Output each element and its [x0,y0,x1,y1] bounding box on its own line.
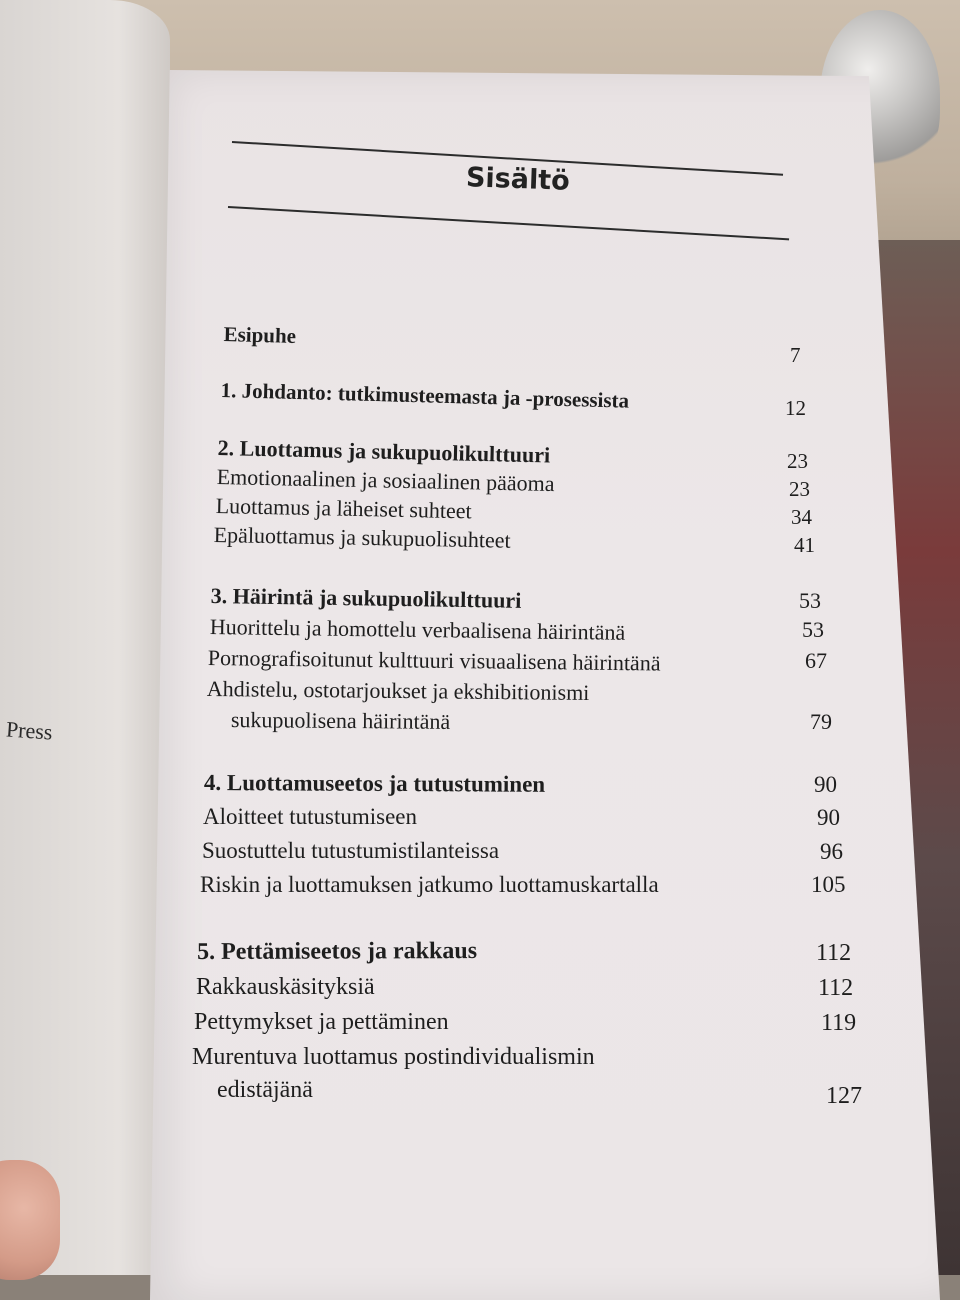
toc-entry-label: Esipuhe [223,322,297,349]
toc-entry-label: Luottamus ja läheiset suhteet [215,493,472,524]
toc-entry-label: 3. Häirintä ja sukupuolikulttuuri [210,583,522,613]
toc-entry-label: Ahdistelu, ostotarjoukset ja ekshibitionismi [206,676,590,706]
toc-page-number: 105 [811,872,846,897]
toc-page-number: 53 [799,588,821,613]
toc-entry-label: Emotionaalinen ja sosiaalinen pääoma [216,464,555,497]
toc-entry-label: Murentuva luottamus postindividualismin [192,1044,595,1070]
toc-entry-label: 2. Luottamus ja sukupuolikulttuuri [217,435,551,468]
toc-page-number: 90 [814,772,837,797]
toc-entry-label: Suostuttelu tutustumistilanteissa [202,838,500,863]
toc-entry-label: Rakkauskäsityksiä [196,974,375,1000]
toc-page-number: 112 [816,940,852,966]
toc-entry-label: Pornografisoitunut kulttuuri visuaalisena häirintänä [207,645,661,676]
toc-page-number: 79 [810,709,832,734]
toc-page-number: 23 [787,449,808,473]
toc-page-number: 96 [820,839,843,864]
toc-entry-label: Aloitteet tutustumiseen [203,804,417,829]
toc-page-number: 7 [790,343,801,367]
toc-page-number: 127 [826,1083,862,1109]
toc-entry-label: 5. Pettämiseetos ja rakkaus [197,938,478,965]
toc-page-number: 53 [802,617,824,642]
toc-entry-label: 1. Johdanto: tutkimusteemasta ja -prosessista [220,378,630,413]
toc-entry-label: Epäluottamus ja sukupuolisuhteet [213,522,511,553]
toc-page-number: 23 [789,477,810,501]
toc-entry-label: Huorittelu ja homottelu verbaalisena häirintänä [209,614,626,645]
toc-page-number: 41 [794,533,815,557]
toc-page-number: 67 [805,648,827,673]
toc-page-number: 34 [791,505,812,529]
toc-entry-label: 4. Luottamuseetos ja tutustuminen [203,770,546,797]
toc-page-number: 112 [818,975,854,1001]
toc-page-number: 119 [821,1010,857,1036]
toc-entry-label: Pettymykset ja pettäminen [194,1009,449,1035]
toc-entry-label: edistäjänä [217,1077,313,1103]
toc-page-number: 90 [817,805,840,830]
toc-page-number: 12 [785,396,806,420]
toc-entry-label: sukupuolisena häirintänä [230,707,451,734]
toc-entry-label: Riskin ja luottamuksen jatkumo luottamuskartalla [200,872,659,897]
left-page-fragment: Press [5,716,54,745]
page-title: Sisältö [465,162,571,197]
